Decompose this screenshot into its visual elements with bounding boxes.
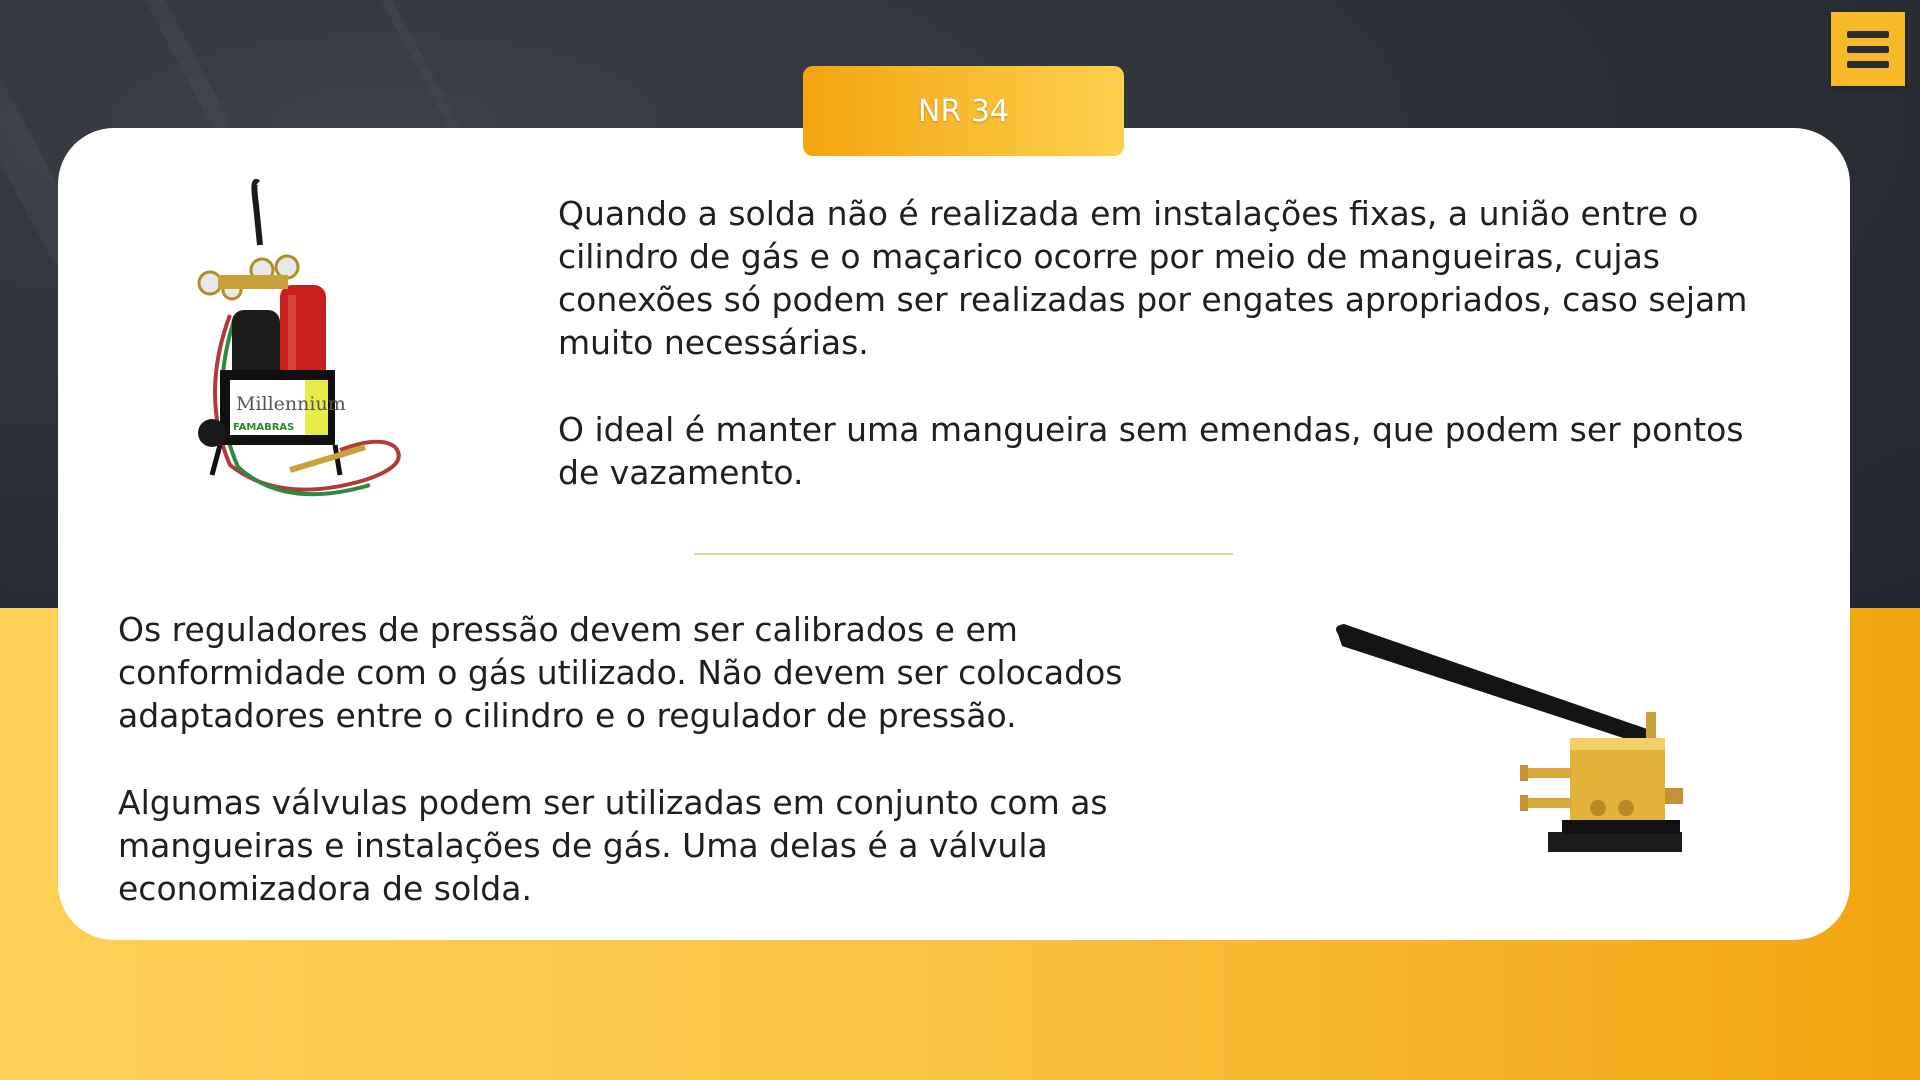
page-title: NR 34 xyxy=(803,66,1124,156)
paragraph-economizer-valve: Algumas válvulas podem ser utilizadas em conjunto com as mangueiras e instalações de gás. Uma delas é a válvula economizadora de solda. xyxy=(118,783,1108,908)
paragraph-hose-joints: O ideal é manter uma mangueira sem emendas, que podem ser pontos de vazamento. xyxy=(558,410,1744,492)
paragraph-welding-hoses: Quando a solda não é realizada em instalações fixas, a união entre o cilindro de gás e o maçarico ocorre por meio de mangueiras, cujas conexões só podem ser realizadas por engates apropriados, caso sejam muito necessárias. xyxy=(558,194,1748,362)
welding-cart-image xyxy=(190,175,420,515)
cart-brand-text: Millennium xyxy=(236,393,346,415)
economizer-valve-image xyxy=(1330,620,1690,860)
cart-label-text: FAMABRAS xyxy=(233,422,295,433)
section-divider xyxy=(694,553,1233,555)
hamburger-menu-icon[interactable] xyxy=(1831,12,1905,86)
paragraph-pressure-regulators: Os reguladores de pressão devem ser calibrados e em conformidade com o gás utilizado. Não devem ser colocados adaptadores entre o cilindro e o regulador de pressão. xyxy=(118,610,1123,735)
